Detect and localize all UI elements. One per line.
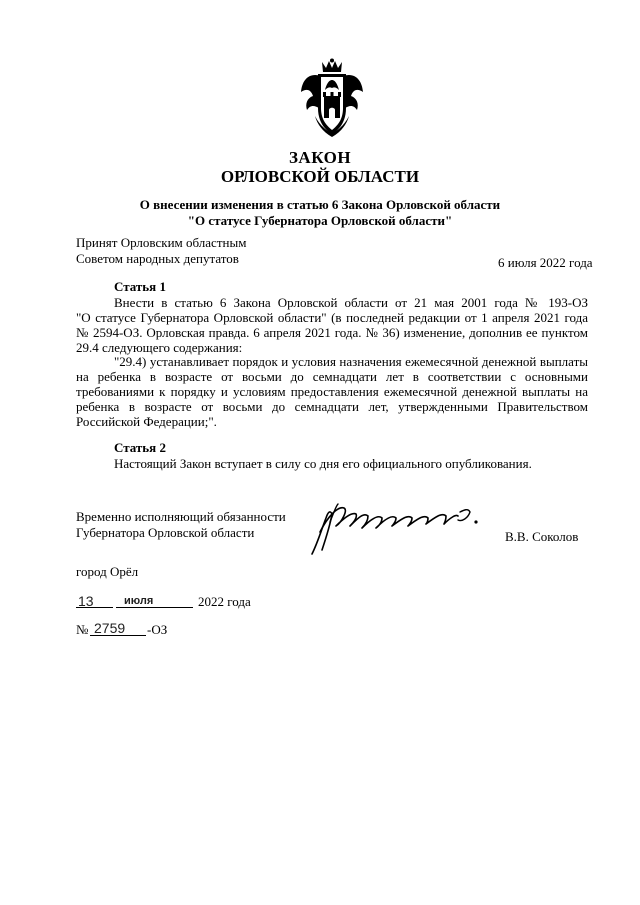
article1-heading: Статья 1 [114, 279, 166, 294]
signing-month: июля [124, 595, 154, 607]
adoption-date: 6 июля 2022 года [498, 255, 593, 270]
day-underline [76, 607, 113, 608]
law-subject-line1: О внесении изменения в статью 6 Закона Орловской области [139, 197, 501, 212]
adopted-by-line2: Советом народных депутатов [76, 251, 239, 266]
law-number: 2759 [94, 620, 126, 636]
article1-quote-line1: "29.4) устанавливает порядок и условия назначения ежемесячной денежной выплаты [114, 354, 588, 369]
signer-title-line2: Губернатора Орловской области [76, 525, 255, 540]
signing-day: 13 [78, 593, 94, 609]
month-underline [116, 607, 193, 608]
signing-year: 2022 года [198, 594, 251, 609]
signer-name: В.В. Соколов [505, 529, 579, 544]
number-underline [90, 635, 146, 636]
article1-quote: на ребенка в возрасте от восьми до семнадцати лет в соответствии с основными требованиями к порядку и условиям предоставления ежемесячной денежной выплаты на ребенка в возрасте от восьми до семнадцати лет, утвержденными Правительством Российской Федерации;". [76, 369, 588, 429]
city-of-signing: город Орёл [76, 564, 139, 579]
article2-text: Настоящий Закон вступает в силу со дня его официального опубликования. [114, 456, 532, 471]
law-number-suffix: -ОЗ [147, 622, 168, 637]
signer-title-line1: Временно исполняющий обязанности [76, 509, 286, 524]
coat-of-arms-icon [299, 58, 365, 140]
article1-paragraph-line1: Внести в статью 6 Закона Орловской области от 21 мая 2001 года № 193-ОЗ [114, 295, 588, 310]
law-number-prefix: № [76, 622, 89, 637]
article2-heading: Статья 2 [114, 440, 166, 455]
handwritten-signature-icon [308, 492, 488, 558]
law-title: ЗАКОН [288, 148, 352, 167]
law-subject-line2: "О статусе Губернатора Орловской области" [187, 213, 453, 228]
article1-paragraph: "О статусе Губернатора Орловской области" (в последней редакции от 1 апреля 2021 года № 2594-ОЗ. Орловская правда. 6 апреля 2021 года. № 36) изменение, дополнив ее пунктом 29.4 следующего содержания: [76, 310, 588, 355]
law-region-title: ОРЛОВСКОЙ ОБЛАСТИ [220, 167, 420, 186]
adopted-by-line1: Принят Орловским областным [76, 235, 247, 250]
